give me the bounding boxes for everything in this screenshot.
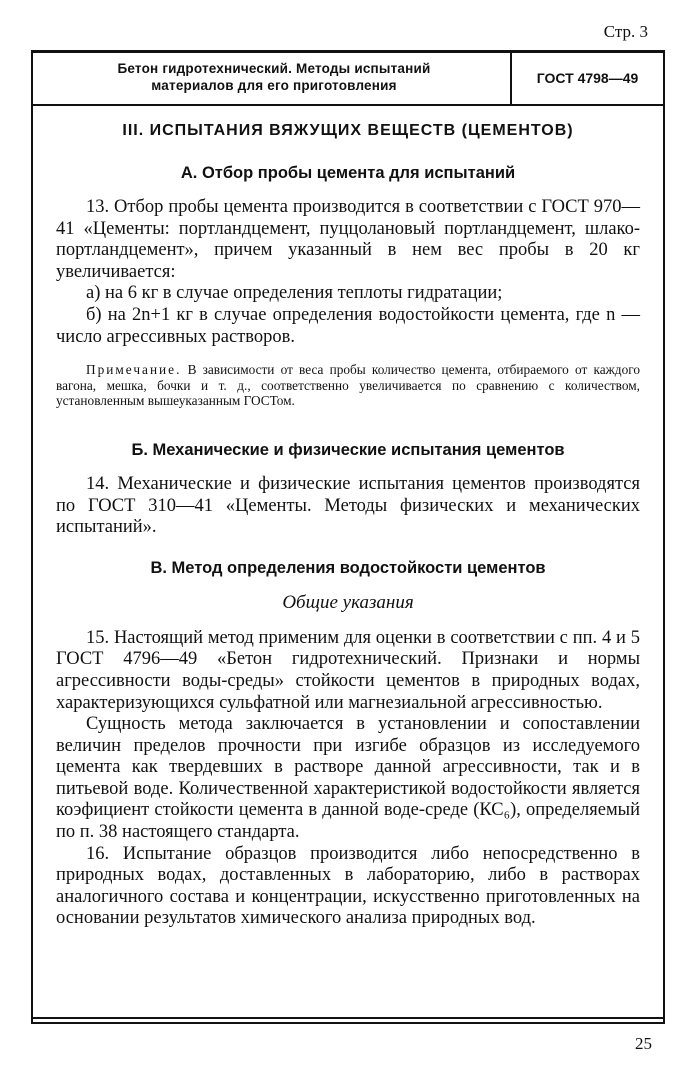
list-item-b: б) на 2n+1 кг в случае определения водостойкости цемента, где n — число агрессивных растворов. <box>56 304 640 347</box>
paragraph-15-essence: Сущность метода заключается в установлении и сопоставлении величин пределов прочности при изгибе образцов из исследуемого цемента как твердевших в растворе данной агрессивности, так и в питьевой воде. Количественной характеристикой водостойкости является коэфициент стойкости цемента в данной воде-среде (КС₆), определяемый по п. 38 настоящего стандарта. <box>56 714 640 843</box>
document-title <box>44 60 504 94</box>
footer-rule-2 <box>31 1022 665 1024</box>
list-item-a: а) на 6 кг в случае определения теплоты гидратации; <box>86 283 503 304</box>
page-label-top: Стр. 3 <box>603 22 648 41</box>
document-title-line1: Бетон гидротехнический. Методы испытаний <box>117 61 431 76</box>
gost-number: ГОСТ 4798—49 <box>536 70 639 86</box>
page-body <box>56 118 640 930</box>
section-heading: III. ИСПЫТАНИЯ ВЯЖУЩИХ ВЕЩЕСТВ (ЦЕМЕНТОВ) <box>122 122 574 139</box>
header-bottom-rule <box>31 104 665 106</box>
note <box>56 362 640 409</box>
page-number: 25 <box>635 1034 652 1053</box>
paragraph-16: 16. Испытание образцов производится либо непосредственно в природных водах, доставленных в лабораторию, либо в растворах аналогичного состава и концентрации, искусственно приготовленных на основании результатов химического анализа природных вод. <box>56 843 640 929</box>
note-text: В зависимости от веса пробы количество цемента, отбираемого от каждого вагона, мешка, бочки и т. д., соответственно увеличивается по сравнению с количеством, установленным вышеуказанным ГОСТом. <box>56 362 640 409</box>
footer-rule-1 <box>31 1017 665 1019</box>
subsection-b-heading: Б. Механические и физические испытания цементов <box>131 440 565 459</box>
document-title-line2: материалов для его приготовления <box>151 78 397 93</box>
header-top-rule <box>31 50 665 53</box>
note-label: Примечание. <box>86 362 182 378</box>
paragraph-13: 13. Отбор пробы цемента производится в соответствии с ГОСТ 970—41 «Цементы: портландцемент, пуццолановый портландцемент, шлако-портландцемент», причем указанный в нем вес пробы в 20 кг увеличивается: <box>56 197 640 282</box>
general-instructions-heading: Общие указания <box>282 591 414 613</box>
paragraph-14: 14. Механические и физические испытания цементов производятся по ГОСТ 310—41 «Цементы. Методы физических и механических испытаний». <box>56 473 640 538</box>
paragraph-15: 15. Настоящий метод применим для оценки в соответствии с пп. 4 и 5 ГОСТ 4796—49 «Бетон гидротехнический. Признаки и нормы агрессивности воды-среды» стойкости цементов в природных водах, характеризующихся сульфатной или магнезиальной агрессивностью. <box>56 627 640 713</box>
subsection-v-heading: В. Метод определения водостойкости цементов <box>150 558 546 577</box>
subsection-a-heading: А. Отбор пробы цемента для испытаний <box>180 164 516 182</box>
